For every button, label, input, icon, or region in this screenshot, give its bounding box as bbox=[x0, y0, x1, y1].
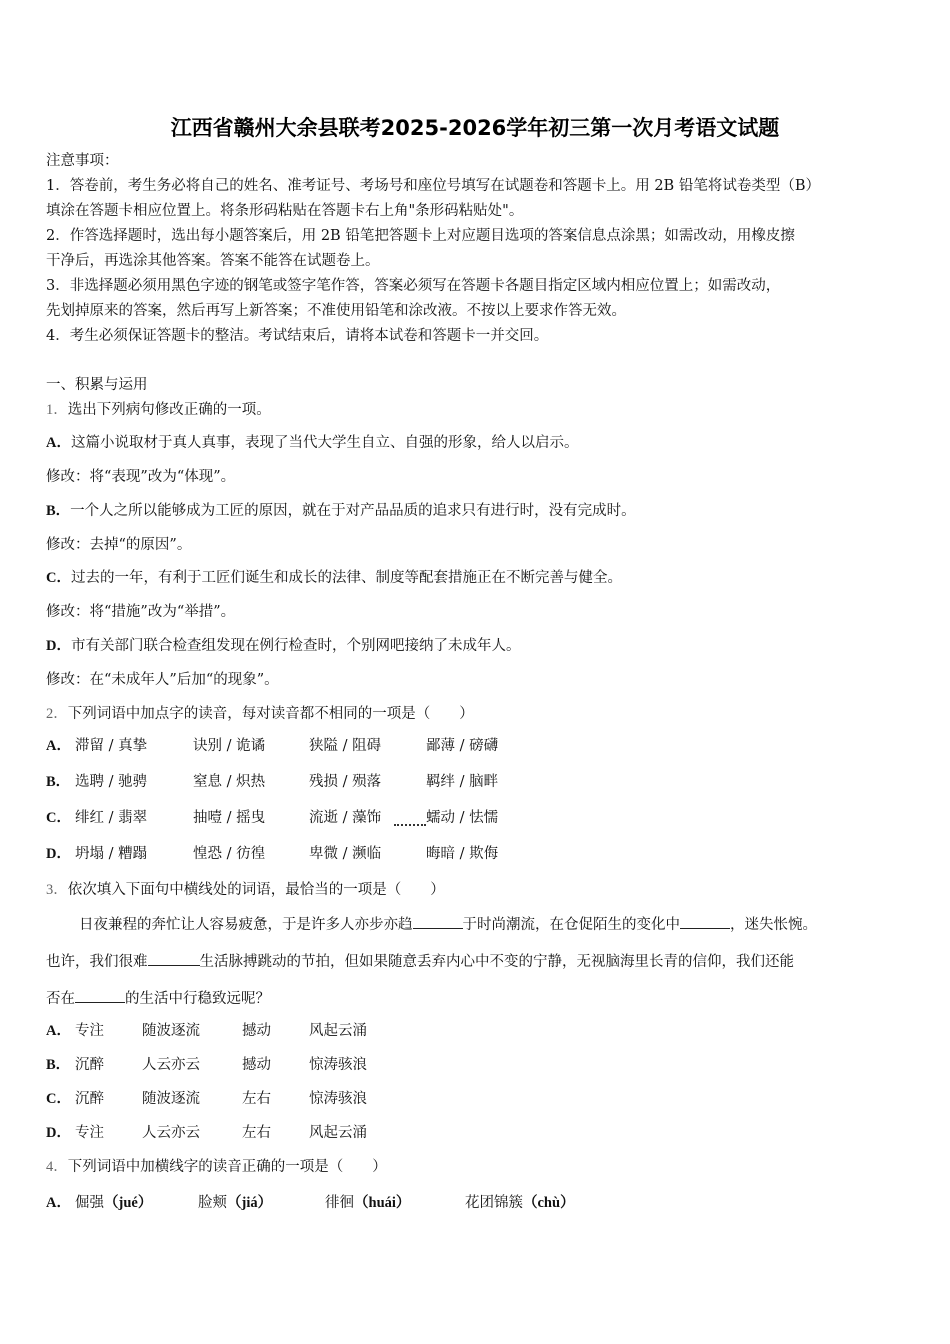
option-word: 撼动 bbox=[242, 1057, 271, 1073]
notice-line: 1．答卷前，考生务必将自己的姓名、准考证号、考场号和座位号填写在试题卷和答题卡上。用 2B 铅笔将试卷类型（B） bbox=[46, 178, 820, 194]
notice-line: 3．非选择题必须用黑色字迹的钢笔或签字笔作答，答案必须写在答题卡各题目指定区域内相应位置上；如需改动， bbox=[46, 278, 781, 294]
passage-text: 也许，我们很难 bbox=[46, 954, 148, 970]
notice-line: 4．考生必须保证答题卡的整洁。考试结束后，请将本试卷和答题卡一并交回。 bbox=[46, 328, 549, 344]
option-word: 左右 bbox=[242, 1091, 271, 1107]
option-word: 随波逐流 bbox=[142, 1023, 200, 1039]
passage-text: 否在 bbox=[46, 991, 75, 1007]
word-pair: 鄙薄 / 磅礴 bbox=[426, 738, 499, 754]
q3-passage-line-2 bbox=[46, 951, 794, 972]
option-label: C． bbox=[46, 1091, 71, 1107]
option-label: D． bbox=[46, 846, 71, 862]
word-pair: 窒息 / 炽热 bbox=[193, 774, 266, 790]
option-label: A． bbox=[46, 738, 71, 754]
q3-option-d bbox=[46, 1123, 367, 1143]
option-text: 这篇小说取材于真人真事，表现了当代大学生自立、自强的形象，给人以启示。 bbox=[70, 435, 579, 451]
q1-option-b-fix: 修改：去掉“的原因”。 bbox=[46, 537, 192, 553]
pinyin: （jiá） bbox=[227, 1195, 273, 1211]
question-text: 下列词语中加点字的读音，每对读音都不相同的一项是（ ） bbox=[67, 706, 474, 722]
option-word: 沉醉 bbox=[75, 1057, 104, 1073]
word-pair: 晦暗 / 欺侮 bbox=[426, 846, 499, 862]
q1-option-d bbox=[46, 636, 520, 656]
option-word: 随波逐流 bbox=[142, 1091, 200, 1107]
question-3-stem bbox=[46, 880, 445, 900]
option-word: 人云亦云 bbox=[142, 1057, 200, 1073]
option-label: C． bbox=[46, 570, 71, 586]
fill-blank-2 bbox=[680, 914, 730, 929]
question-number: 1． bbox=[46, 402, 68, 418]
word-with-pinyin bbox=[75, 1193, 152, 1213]
word-pair: 羁绊 / 脑畔 bbox=[426, 774, 499, 790]
option-label: B． bbox=[46, 1057, 71, 1073]
option-word: 沉醉 bbox=[75, 1091, 104, 1107]
q1-option-a-fix: 修改：将“表现”改为“体现”。 bbox=[46, 469, 236, 485]
option-label: C． bbox=[46, 810, 71, 826]
option-label: A． bbox=[46, 435, 71, 451]
section-heading: 一、积累与运用 bbox=[46, 377, 148, 393]
q1-option-d-fix: 修改：在“未成年人”后加“的现象”。 bbox=[46, 672, 279, 688]
word-pair: 抽噎 / 摇曳 bbox=[193, 810, 266, 826]
q2-option-d bbox=[46, 844, 499, 864]
option-word: 惊涛骇浪 bbox=[309, 1091, 367, 1107]
option-label: D． bbox=[46, 638, 71, 654]
q1-option-c-fix: 修改：将“措施”改为“举措”。 bbox=[46, 604, 236, 620]
fill-blank-3 bbox=[148, 951, 200, 966]
question-text: 选出下列病句修改正确的一项。 bbox=[67, 402, 271, 418]
option-word: 惊涛骇浪 bbox=[309, 1057, 367, 1073]
option-label: B． bbox=[46, 503, 71, 519]
question-text: 下列词语中加横线字的读音正确的一项是（ ） bbox=[67, 1159, 387, 1175]
pinyin: （huái） bbox=[354, 1195, 411, 1211]
word: 徘徊 bbox=[325, 1195, 354, 1211]
word-pair: 选聘 / 驰骋 bbox=[75, 774, 148, 790]
q1-option-a bbox=[46, 433, 578, 453]
option-word: 专注 bbox=[75, 1023, 104, 1039]
question-number: 2． bbox=[46, 706, 68, 722]
word-with-pinyin bbox=[465, 1193, 575, 1213]
option-word: 撼动 bbox=[242, 1023, 271, 1039]
question-2-stem bbox=[46, 704, 474, 724]
question-1-stem bbox=[46, 400, 271, 420]
q4-option-a bbox=[46, 1193, 575, 1213]
word-pair: 坍塌 / 糟蹋 bbox=[75, 846, 148, 862]
q2-option-a bbox=[46, 736, 499, 756]
passage-text: 日夜兼程的奔忙让人容易疲惫，于是许多人亦步亦趋 bbox=[79, 917, 413, 933]
notice-line: 干净后，再选涂其他答案。答案不能答在试题卷上。 bbox=[46, 253, 380, 269]
notice-line: 2．作答选择题时，选出每小题答案后，用 2B 铅笔把答题卡上对应题目选项的答案信息点涂黑；如需改动，用橡皮擦 bbox=[46, 228, 795, 244]
pinyin: （chù） bbox=[523, 1195, 575, 1211]
word-pair: 蠕动 / 怯懦 bbox=[426, 810, 499, 826]
option-word: 风起云涌 bbox=[309, 1023, 367, 1039]
option-text: 市有关部门联合检查组发现在例行检查时，个别网吧接纳了未成年人。 bbox=[70, 638, 521, 654]
pinyin: （jué） bbox=[104, 1195, 153, 1211]
q1-option-b bbox=[46, 501, 636, 521]
word-pair: 惶恐 / 彷徨 bbox=[193, 846, 266, 862]
q1-option-c bbox=[46, 568, 622, 588]
page-title: 江西省赣州大余县联考2025-2026学年初三第一次月考语文试题 bbox=[170, 116, 780, 140]
word-pair: 卑微 / 濒临 bbox=[309, 846, 382, 862]
word-pair: 绯红 / 翡翠 bbox=[75, 810, 148, 826]
option-word: 左右 bbox=[242, 1125, 271, 1141]
notice-line: 填涂在答题卡相应位置上。将条形码粘贴在答题卡右上角"条形码粘贴处"。 bbox=[46, 203, 524, 219]
option-label: D． bbox=[46, 1125, 71, 1141]
q3-passage-line-3 bbox=[46, 988, 270, 1009]
q3-passage-line-1 bbox=[79, 914, 817, 935]
option-word: 风起云涌 bbox=[309, 1125, 367, 1141]
question-4-stem bbox=[46, 1157, 387, 1177]
word-pair: 残损 / 殒落 bbox=[309, 774, 382, 790]
q3-option-c bbox=[46, 1089, 367, 1109]
option-label: A． bbox=[46, 1023, 71, 1039]
word-pair: 诀别 / 诡谲 bbox=[193, 738, 266, 754]
option-word: 人云亦云 bbox=[142, 1125, 200, 1141]
question-number: 3． bbox=[46, 882, 68, 898]
fill-blank-4 bbox=[75, 988, 125, 1003]
dotted-emphasis-mark bbox=[394, 814, 426, 826]
passage-text: 于时尚潮流，在仓促陌生的变化中 bbox=[462, 917, 680, 933]
passage-text: 的生活中行稳致远呢？ bbox=[125, 991, 270, 1007]
notice-line: 先划掉原来的答案，然后再写上新答案；不准使用铅笔和涂改液。不按以上要求作答无效。 bbox=[46, 303, 626, 319]
word-with-pinyin bbox=[325, 1193, 410, 1213]
option-text: 过去的一年，有利于工匠们诞生和成长的法律、制度等配套措施正在不断完善与健全。 bbox=[70, 570, 622, 586]
q2-option-c bbox=[46, 808, 499, 828]
question-number: 4． bbox=[46, 1159, 68, 1175]
word-pair: 流逝 / 藻饰 bbox=[309, 810, 382, 826]
question-text: 依次填入下面句中横线处的词语，最恰当的一项是（ ） bbox=[67, 882, 445, 898]
option-text: 一个人之所以能够成为工匠的原因，就在于对产品品质的追求只有进行时，没有完成时。 bbox=[70, 503, 636, 519]
passage-text: ，迷失怅惋。 bbox=[730, 917, 817, 933]
word-pair: 狭隘 / 阻碍 bbox=[309, 738, 382, 754]
word: 脸颊 bbox=[198, 1195, 227, 1211]
word: 倔强 bbox=[75, 1195, 104, 1211]
q3-option-b bbox=[46, 1055, 367, 1075]
passage-text: 生活脉搏跳动的节拍，但如果随意丢弃内心中不变的宁静，无视脑海里长青的信仰，我们还能 bbox=[199, 954, 794, 970]
notice-heading: 注意事项： bbox=[46, 153, 119, 169]
option-word: 专注 bbox=[75, 1125, 104, 1141]
q3-option-a bbox=[46, 1021, 367, 1041]
word-with-pinyin bbox=[198, 1193, 272, 1213]
q2-option-b bbox=[46, 772, 499, 792]
fill-blank-1 bbox=[413, 914, 463, 929]
word: 花团锦簇 bbox=[465, 1195, 523, 1211]
option-label: B． bbox=[46, 774, 71, 790]
word-pair: 滞留 / 真挚 bbox=[75, 738, 148, 754]
option-label: A． bbox=[46, 1195, 71, 1211]
